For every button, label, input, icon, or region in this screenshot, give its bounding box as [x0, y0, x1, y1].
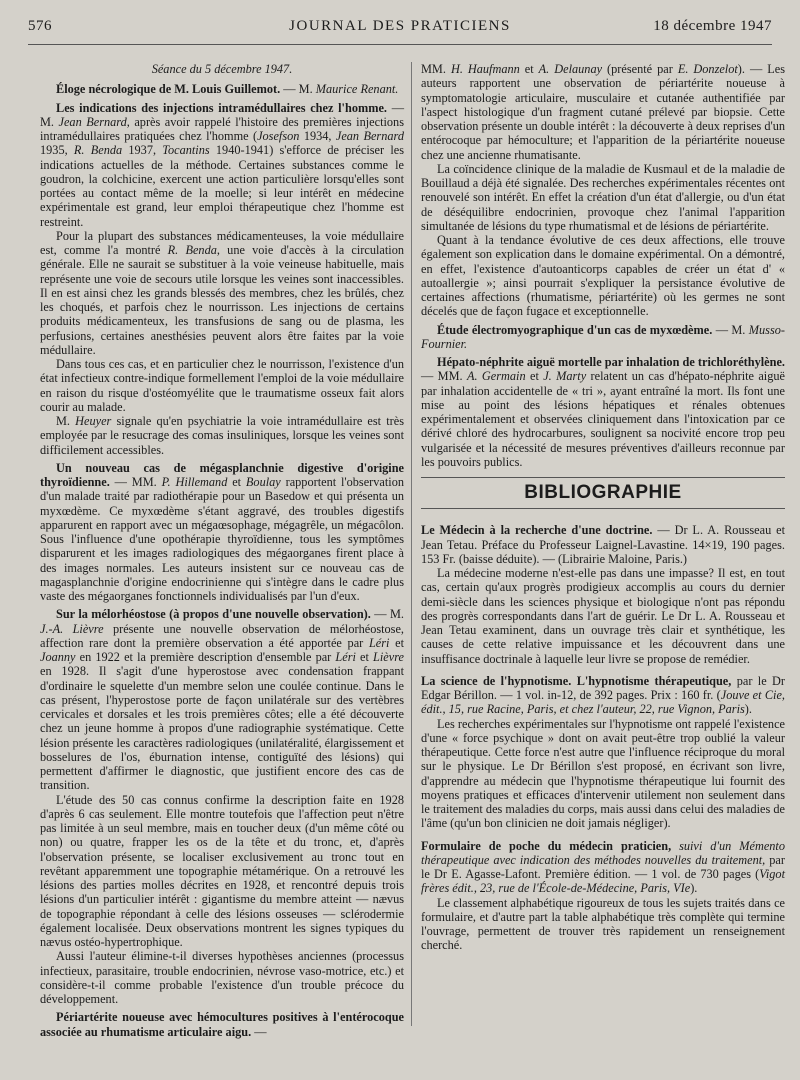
- paragraph: M. Heuyer signale qu'en psychiatrie la voie intramédullaire est très employée par le resucrage des comas insuliniques, lorsque les veines sont difficilement accessibles.: [40, 414, 404, 457]
- paragraph: Le classement alphabétique rigoureux de tous les sujets traités dans ce formulaire, et d'autre part la table alphabétique très complète qui termine l'ouvrage, permettent de trouver très rapidement un renseignement cherché.: [421, 895, 785, 953]
- section-rule: [421, 477, 785, 478]
- article-injections: Les indications des injections intramédullaires chez l'homme. — M. Jean Bernard, après avoir rappelé l'histoire des premières injections intramédullaires pratiquées chez l'homme (Josefson 1934, Jean Bernard 1935, R. Benda 1937, Tocantins 1940-1941) s'efforce de préciser les indications actuelles de la méthode. Certaines substances comme le goudron, la colchicine, exercent une action particulière lorsqu'elles sont portées au contact même de la moelle; si leur intérêt en médecine expérimentale est grand, leur emploi thérapeutique chez l'homme est restreint.: [40, 100, 404, 229]
- book-entry-hypnotisme: La science de l'hypnotisme. L'hypnotisme thérapeutique, par le Dr Edgar Bérillon. — 1 vol. in-12, de 392 pages. Prix : 160 fr. (Jouve et Cie, édit., 15, rue Racine, Paris, et chez l'auteur, 22, rue Vignon, Paris).: [421, 673, 785, 717]
- paragraph: Dans tous ces cas, et en particulier chez le nourrisson, l'existence d'un état infectieux contre-indique formellement l'emploi de la voie médullaire en raison du risque d'ostéomyélite que le traumatisme osseux fait alors courir au malade.: [40, 357, 404, 414]
- article-hepato-nephrite: Hépato-néphrite aiguë mortelle par inhalation de trichloréthylène. — MM. A. Germain et J. Marty relatent un cas d'hépato-néphrite aiguë par inhalation accidentelle de « tri », ayant entraîné la mort. Ils font une mise au point des lésions hépatiques et rénales obtenues expérimentalement et observées cliniquement dans l'intoxication par ce dérivé chloré des hydrocarbures, soulignent sa nocivité encore trop peu vulgarisée et la nécessité de mesures préventives d'ailleurs reconnue par les pouvoirs publics.: [421, 355, 785, 469]
- book-entry-medecin: Le Médecin à la recherche d'une doctrine. — Dr L. A. Rousseau et Jean Tetau. Préface du Professeur Laignel-Lavastine. 14×19, 190 pages. 153 Fr. (baisse déduite). — (Librairie Maloine, Paris.): [421, 523, 786, 566]
- paragraph: Les recherches expérimentales sur l'hypnotisme ont rappelé l'existence d'une « force psychique » dont on avait peut-être trop oublié la valeur thérapeutique. Cette force n'est autre que l'influence réciproque du moral sur le physique. Le Dr Bérillon s'est proposé, en écrivant son livre, d'apprendre au médecin que l'hypnotisme thérapeutique lui fournit des moyens pratiques et efficaces d'intervenir utilement non seulement dans le traitement des maladies du corps, mais aussi dans celui des maladies de l'âme (qu'un bon clinicien ne doit jamais négliger).: [421, 716, 785, 831]
- page-header: [28, 14, 772, 45]
- right-column: [421, 62, 785, 953]
- column-divider: [411, 62, 412, 1026]
- page-number: 576: [28, 18, 52, 34]
- article-megasplanchnie: Un nouveau cas de mégasplanchnie digestive d'origine thyroïdienne. — MM. P. Hillemand et Boulay rapportent l'observation d'un malade traité par radiothérapie pour un Basedow et qui présenta un myxœdème. Ce myxœdème s'étant aggravé, des troubles digestifs apparurent en rapport avec un mégaœsophage, mégagrêle, un mégacôlon. Sous l'influence d'une opothérapie thyroïdienne, tous les symptômes disparurent et les images radiologiques des mégaorganes firent place à des images normales. Les auteurs insistent sur ce nouveau cas de magasplanchnie d'origine endocrinienne qui s'intègre dans le cadre plus vaste des mégaorganes fonctionnels individualisés par l'un d'eux.: [40, 460, 404, 603]
- book-entry-formulaire: Formulaire de poche du médecin praticien, suivi d'un Mémento thérapeutique avec indication des méthodes nouvelles du traitement, par le Dr E. Agasse-Lafont. Première édition. — 1 vol. de 730 pages (Vigot frères édit., 23, rue de l'École-de-Médecine, Paris, VIe).: [421, 838, 785, 896]
- paragraph: L'étude des 50 cas connus confirme la description faite en 1928 d'après 6 cas seulement. Elle montre toutefois que l'affection peut n'être pas limitée à un seul membre, mais en toucher deux (d'un même côté ou non) ou quatre, frapper les os de la tête et du tronc, et, d'après l'observation présente, se localiser exclusivement au tronc tout en revêtant apparemment une topographie métamérique. On a retrouvé les lésions des parties molles décrites en 1928, et rencontré depuis trois lésions d'un particulier intérêt : gigantisme du membre atteint — nævus de topographie répondant à celle des lésions osseuses — sclérodermie également localisée. Deux observations montrent les signes typiques du nævus ostéo-hypertrophique.: [40, 792, 404, 949]
- article-eloge: Éloge nécrologique de M. Louis Guillemot. — M. Maurice Renant.: [56, 82, 399, 97]
- seance-date: Séance du 5 décembre 1947.: [151, 62, 293, 76]
- article-electromyographique: Étude électromyographique d'un cas de myxœdème. — M. Musso-Fournier.: [421, 322, 785, 351]
- paragraph: La coïncidence clinique de la maladie de Kusmaul et de la maladie de Bouillaud a déjà été signalée. Des recherches expérimentales récentes ont renouvelé son intérêt. En effet la création d'un état d'allergie, ou d'un état de déséquilibre endocrinien, provoque chez l'animal l'apparition simultanée de lésions du type rhumatismal et de lésions de périartérite.: [421, 161, 785, 233]
- paragraph: La médecine moderne n'est-elle pas dans une impasse? Il est, en tout cas, certain qu'aux progrès prodigieux accomplis au cours du dernier demi-siècle dans les sciences physique et biologique n'ont pas répondu des progrès correspondants dans l'art de guérir. Le Dr L. A. Rousseau et Jean Tetau examinent, dans un ouvrage très clair et synthétique, les causes de cette relative impuissance et les découvrent dans une insuffisance doctrinale à laquelle leur livre se propose de remédier.: [421, 566, 785, 666]
- article-periarterite-continued: MM. H. Haufmann et A. Delaunay (présenté par E. Donzelot). — Les auteurs rapportent une observation de périartérite noueuse à symptomatologie articulaire, musculaire et cutanée authentifiée par l'aspect histologique d'un fragment cutané prélevé par biopsie. Cette observation présente un double intérêt : la découverte à deux reprises d'un entérocoque par hémoculture; et l'apparition de la périartérite noueuse chez une ancienne rhumatisante.: [421, 62, 785, 162]
- issue-date: 18 décembre 1947: [653, 18, 772, 34]
- paragraph: Aussi l'auteur élimine-t-il diverses hypothèses anciennes (processus infectieux, parasitaire, trouble endocrinien, névrose vaso-motrice, etc.) et considère-t-il comme probable l'existence d'un trouble précoce du développement.: [40, 949, 404, 1006]
- article-periarterite: Périartérite noueuse avec hémocultures positives à l'entérocoque associée au rhumatisme articulaire aigu. —: [40, 1010, 404, 1039]
- left-column: [40, 62, 404, 1039]
- journal-title: JOURNAL DES PRATICIENS: [289, 18, 511, 34]
- section-rule: [421, 508, 785, 509]
- paragraph: Quant à la tendance évolutive de ces deux affections, elle trouve également son explication dans le domaine expérimental. On a démontré, en effet, l'existence d'autoanticorps capables de créer un état d' « autoallergie »; ainsi pourrait s'expliquer la persistance évolutive de certaines affections (rhumatisme, périartérite) où les germes ne sont décelés que de façon fugace et exceptionnelle.: [421, 233, 785, 319]
- bibliographie-heading: BIBLIOGRAPHIE: [524, 482, 682, 503]
- article-melorheostose: Sur la mélorhéostose (à propos d'une nouvelle observation). — M. J.-A. Lièvre présente une nouvelle observation de mélorhéostose, affection rare dont la première observation a été apportée par Léri et Joanny en 1922 et la première description d'ensemble par Léri et Lièvre en 1928. Il s'agit d'une hyperostose avec condensation frappant d'ordinaire le squelette d'un membre selon une coulée continue. Dans le cas présent, l'hyperostose porte de façon unilatérale sur des vertèbres cervicales et dorsales et les trois premières côtes; elle a été découverte chez un jeune homme à propos d'une radiographie systématique. Cette lésion présente les caractères radiologiques (unilatéralité, élargissement et bosselures de l'os, éburnation intense, contiguïté des lésions) qui permettent d'affirmer le diagnostic, que justifient encore des cas de transition.: [40, 607, 405, 793]
- paragraph: Pour la plupart des substances médicamenteuses, la voie médullaire est, comme l'a montré R. Benda, une voie d'accès à la circulation générale. Elle ne saurait se substituer à la voie veineuse habituelle, mais représente une voie de secours utile lorsque les veines sont inaccessibles. Il en est ainsi chez les grands blessés des membres, chez les brûlés, chez les choqués, et parfois chez le nourrisson. Les injections de certains produits médicamenteux, les transfusions de sang ou de plasma, les perfusions, certaines anesthésies peuvent alors être faites par la voie médullaire.: [40, 228, 405, 357]
